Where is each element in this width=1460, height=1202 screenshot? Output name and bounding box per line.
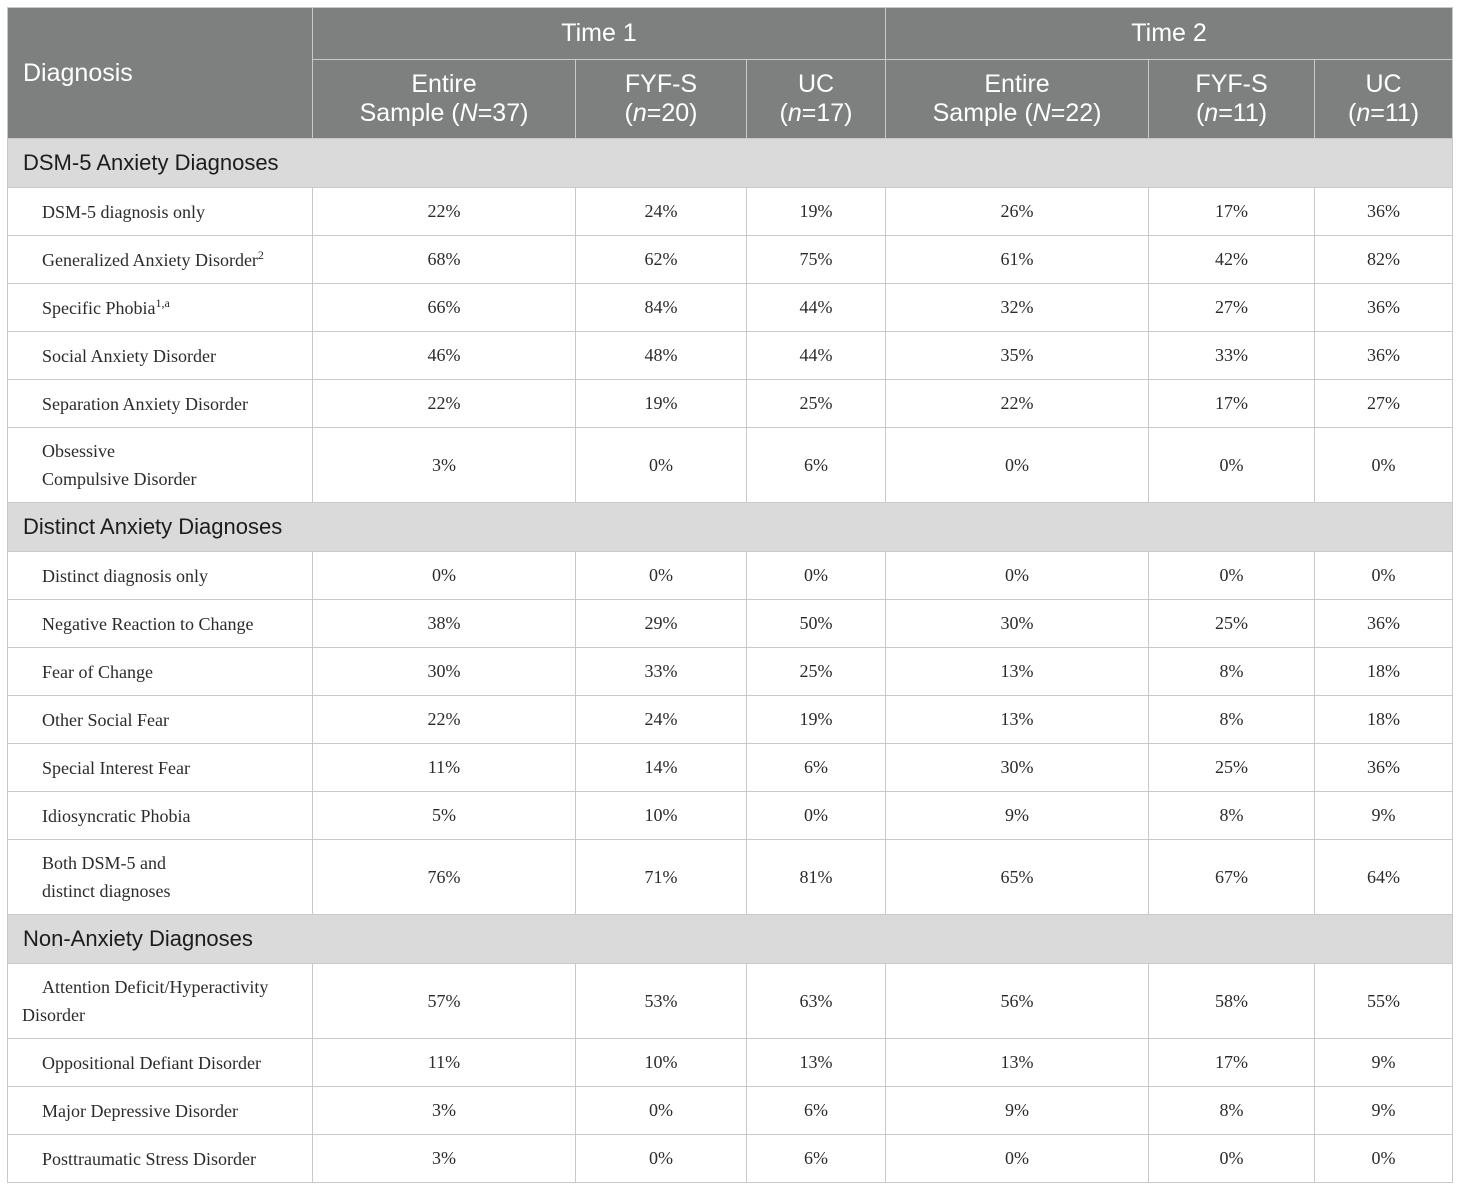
value-cell: 9% — [886, 1087, 1149, 1135]
value-cell: 42% — [1149, 236, 1315, 284]
value-cell: 17% — [1149, 188, 1315, 236]
value-cell: 24% — [576, 188, 747, 236]
value-cell: 25% — [1149, 744, 1315, 792]
value-cell: 14% — [576, 744, 747, 792]
value-cell: 38% — [313, 600, 576, 648]
value-cell: 30% — [886, 600, 1149, 648]
section-row — [8, 915, 1453, 964]
time1-header: Time 1 — [313, 8, 886, 60]
value-cell: 8% — [1149, 696, 1315, 744]
value-cell: 19% — [747, 188, 886, 236]
value-cell: 46% — [313, 332, 576, 380]
value-cell: 0% — [1149, 428, 1315, 503]
value-cell: 56% — [886, 964, 1149, 1039]
value-cell: 50% — [747, 600, 886, 648]
value-cell: 24% — [576, 696, 747, 744]
table-row — [8, 1039, 1453, 1087]
value-cell: 25% — [747, 648, 886, 696]
value-cell: 10% — [576, 1039, 747, 1087]
value-cell: 0% — [576, 1087, 747, 1135]
table-body — [8, 139, 1453, 1183]
row-label: Social Anxiety Disorder — [8, 332, 313, 380]
value-cell: 71% — [576, 840, 747, 915]
row-label: Both DSM-5 and distinct diagnoses — [8, 840, 313, 915]
row-label: Distinct diagnosis only — [8, 552, 313, 600]
value-cell: 17% — [1149, 380, 1315, 428]
row-label: Specific Phobia$^{1,a}$ — [8, 284, 313, 332]
value-cell: 35% — [886, 332, 1149, 380]
value-cell: 25% — [747, 380, 886, 428]
value-cell: 25% — [1149, 600, 1315, 648]
value-cell: 61% — [886, 236, 1149, 284]
row-label: Generalized Anxiety Disorder$^2$ — [8, 236, 313, 284]
value-cell: 76% — [313, 840, 576, 915]
value-cell: 19% — [747, 696, 886, 744]
value-cell: 17% — [1149, 1039, 1315, 1087]
value-cell: 0% — [1149, 552, 1315, 600]
section-title: Non-Anxiety Diagnoses — [8, 915, 1453, 964]
value-cell: 0% — [1315, 1135, 1453, 1183]
value-cell: 63% — [747, 964, 886, 1039]
value-cell: 32% — [886, 284, 1149, 332]
value-cell: 55% — [1315, 964, 1453, 1039]
value-cell: 22% — [886, 380, 1149, 428]
table-row — [8, 840, 1453, 915]
value-cell: 5% — [313, 792, 576, 840]
value-cell: 58% — [1149, 964, 1315, 1039]
column-header: FYF-S (n=11) — [1149, 60, 1315, 139]
table-row — [8, 1135, 1453, 1183]
value-cell: 36% — [1315, 332, 1453, 380]
value-cell: 9% — [1315, 1087, 1453, 1135]
value-cell: 44% — [747, 332, 886, 380]
value-cell: 0% — [747, 792, 886, 840]
value-cell: 0% — [576, 1135, 747, 1183]
value-cell: 65% — [886, 840, 1149, 915]
value-cell: 0% — [747, 552, 886, 600]
section-title: Distinct Anxiety Diagnoses — [8, 503, 1453, 552]
row-label: Separation Anxiety Disorder — [8, 380, 313, 428]
column-header: Entire Sample (N=22) — [886, 60, 1149, 139]
diagnoses-table — [7, 7, 1453, 1183]
table-row — [8, 188, 1453, 236]
value-cell: 57% — [313, 964, 576, 1039]
value-cell: 27% — [1149, 284, 1315, 332]
value-cell: 75% — [747, 236, 886, 284]
value-cell: 6% — [747, 744, 886, 792]
value-cell: 11% — [313, 744, 576, 792]
value-cell: 30% — [313, 648, 576, 696]
table-row — [8, 332, 1453, 380]
value-cell: 3% — [313, 428, 576, 503]
row-label: Attention Deficit/Hyperactivity Disorder — [8, 964, 313, 1039]
section-row — [8, 503, 1453, 552]
value-cell: 9% — [1315, 792, 1453, 840]
section-title: DSM-5 Anxiety Diagnoses — [8, 139, 1453, 188]
table-row — [8, 744, 1453, 792]
row-label: DSM-5 diagnosis only — [8, 188, 313, 236]
section-row — [8, 139, 1453, 188]
value-cell: 81% — [747, 840, 886, 915]
value-cell: 13% — [886, 648, 1149, 696]
row-label: Other Social Fear — [8, 696, 313, 744]
value-cell: 11% — [313, 1039, 576, 1087]
table-header — [8, 8, 1453, 139]
column-header: FYF-S (n=20) — [576, 60, 747, 139]
value-cell: 22% — [313, 380, 576, 428]
table-row — [8, 696, 1453, 744]
value-cell: 9% — [886, 792, 1149, 840]
value-cell: 0% — [1315, 428, 1453, 503]
value-cell: 36% — [1315, 284, 1453, 332]
value-cell: 30% — [886, 744, 1149, 792]
value-cell: 68% — [313, 236, 576, 284]
value-cell: 0% — [886, 1135, 1149, 1183]
value-cell: 8% — [1149, 792, 1315, 840]
footnote-marker: 1,a — [155, 295, 170, 310]
value-cell: 8% — [1149, 1087, 1315, 1135]
table-row — [8, 284, 1453, 332]
value-cell: 13% — [886, 1039, 1149, 1087]
value-cell: 44% — [747, 284, 886, 332]
value-cell: 19% — [576, 380, 747, 428]
row-label: Posttraumatic Stress Disorder — [8, 1135, 313, 1183]
time2-header: Time 2 — [886, 8, 1453, 60]
table-row — [8, 648, 1453, 696]
column-header: UC (n=11) — [1315, 60, 1453, 139]
row-label: Idiosyncratic Phobia — [8, 792, 313, 840]
diagnoses-table-container — [7, 7, 1453, 1183]
row-label: Negative Reaction to Change — [8, 600, 313, 648]
row-label: Obsessive Compulsive Disorder — [8, 428, 313, 503]
value-cell: 82% — [1315, 236, 1453, 284]
value-cell: 26% — [886, 188, 1149, 236]
table-row — [8, 552, 1453, 600]
value-cell: 84% — [576, 284, 747, 332]
row-label: Oppositional Defiant Disorder — [8, 1039, 313, 1087]
value-cell: 0% — [313, 552, 576, 600]
value-cell: 3% — [313, 1135, 576, 1183]
row-label: Special Interest Fear — [8, 744, 313, 792]
table-row — [8, 236, 1453, 284]
footnote-marker: 2 — [257, 247, 264, 262]
value-cell: 22% — [313, 188, 576, 236]
value-cell: 66% — [313, 284, 576, 332]
value-cell: 67% — [1149, 840, 1315, 915]
table-row — [8, 600, 1453, 648]
table-row — [8, 380, 1453, 428]
value-cell: 3% — [313, 1087, 576, 1135]
column-header: UC (n=17) — [747, 60, 886, 139]
value-cell: 10% — [576, 792, 747, 840]
value-cell: 36% — [1315, 600, 1453, 648]
value-cell: 36% — [1315, 744, 1453, 792]
value-cell: 53% — [576, 964, 747, 1039]
value-cell: 22% — [313, 696, 576, 744]
value-cell: 36% — [1315, 188, 1453, 236]
value-cell: 62% — [576, 236, 747, 284]
value-cell: 18% — [1315, 648, 1453, 696]
value-cell: 0% — [886, 552, 1149, 600]
value-cell: 18% — [1315, 696, 1453, 744]
diagnosis-column-header: Diagnosis — [8, 8, 313, 139]
value-cell: 48% — [576, 332, 747, 380]
value-cell: 0% — [1149, 1135, 1315, 1183]
row-label: Major Depressive Disorder — [8, 1087, 313, 1135]
row-label: Fear of Change — [8, 648, 313, 696]
value-cell: 64% — [1315, 840, 1453, 915]
table-row — [8, 964, 1453, 1039]
value-cell: 6% — [747, 1087, 886, 1135]
value-cell: 13% — [886, 696, 1149, 744]
value-cell: 13% — [747, 1039, 886, 1087]
value-cell: 0% — [576, 552, 747, 600]
value-cell: 6% — [747, 428, 886, 503]
value-cell: 0% — [576, 428, 747, 503]
value-cell: 0% — [886, 428, 1149, 503]
value-cell: 29% — [576, 600, 747, 648]
table-row — [8, 1087, 1453, 1135]
table-row — [8, 428, 1453, 503]
value-cell: 33% — [576, 648, 747, 696]
value-cell: 27% — [1315, 380, 1453, 428]
value-cell: 8% — [1149, 648, 1315, 696]
value-cell: 9% — [1315, 1039, 1453, 1087]
column-header: Entire Sample (N=37) — [313, 60, 576, 139]
table-row — [8, 792, 1453, 840]
value-cell: 6% — [747, 1135, 886, 1183]
value-cell: 0% — [1315, 552, 1453, 600]
value-cell: 33% — [1149, 332, 1315, 380]
